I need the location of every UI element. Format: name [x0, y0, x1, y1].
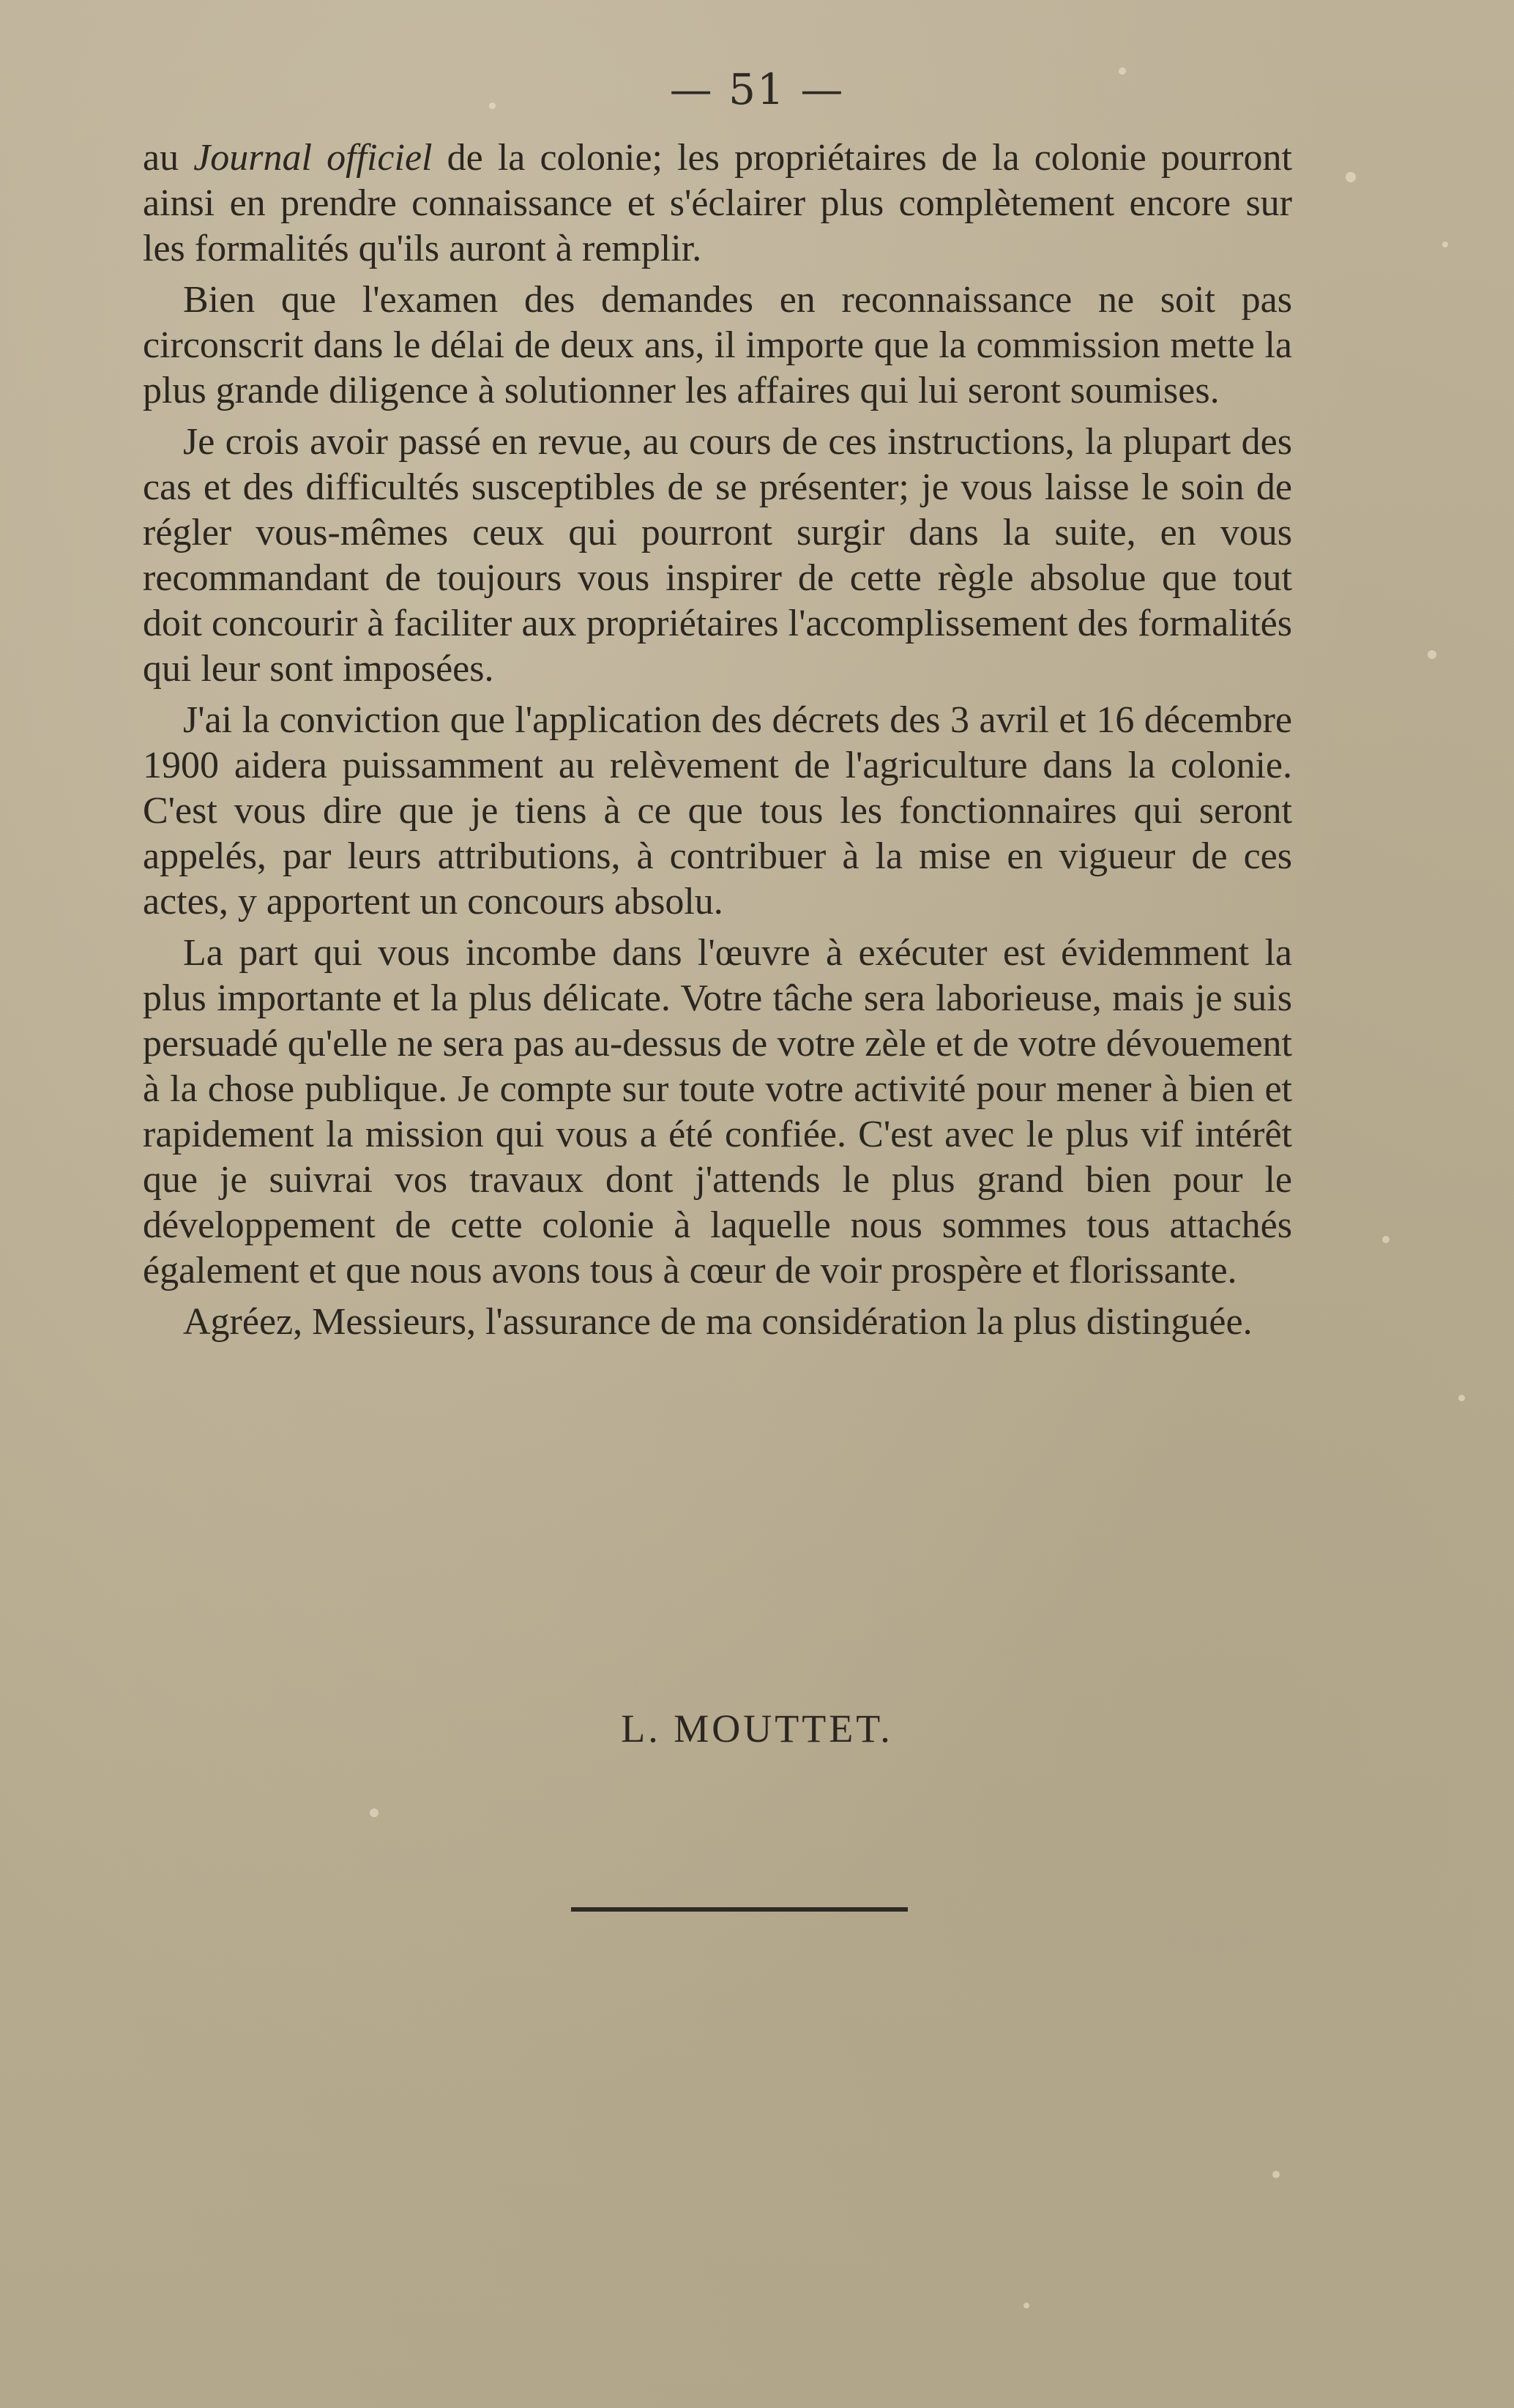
paper-speck [1442, 242, 1448, 247]
paragraph-2: Bien que l'examen des demandes en reconnaissance ne soit pas circonscrit dans le délai de deux ans, il importe que la commission mette la plus grande diligence à solutionner les affaires qui lui seront soumises. [143, 279, 1292, 411]
paper-speck [1023, 2303, 1029, 2308]
paragraph-5: La part qui vous incombe dans l'œuvre à exécuter est évidemment la plus importante et la plus délicate. Votre tâche sera laborieuse, mais je suis persuadé qu'elle ne sera pas au-dessus de votre zèle et de votre dévouement à la chose publique. Je compte sur toute votre activité pour mener à bien et rapidement la mission qui vous a été confiée. C'est avec le plus vif intérêt que je suivrai vos travaux dont j'attends le plus grand bien pour le développement de cette colonie à laquelle nous sommes tous attachés également et que nous avons tous à cœur de voir prospère et florissante. [143, 932, 1292, 1291]
paper-speck [1272, 2171, 1280, 2178]
signature: L. MOUTTET. [621, 1707, 893, 1751]
paper-speck [1382, 1236, 1390, 1243]
paper-speck [1458, 1395, 1465, 1401]
paper-speck [370, 1808, 378, 1817]
paragraph-1-prefix: au [143, 137, 194, 179]
paragraph-1-rest: de la colonie; les propriétaires de la colonie pourront ainsi en prendre connaissance et s'éclairer plus complètement encore sur les formalités qu'ils auront à remplir. [143, 137, 1292, 269]
body-text [143, 135, 1292, 1345]
closing-rule [571, 1907, 908, 1912]
journal-officiel-italic: Journal officiel [193, 137, 433, 179]
paper-speck [1346, 172, 1356, 182]
paragraph-6-closing: Agréez, Messieurs, l'assurance de ma considération la plus distinguée. [183, 1301, 1253, 1343]
page-number: — 51 — [669, 64, 845, 114]
paragraph-3: Je crois avoir passé en revue, au cours de ces instructions, la plupart des cas et des difficultés susceptibles de se présenter; je vous laisse le soin de régler vous-mêmes ceux qui pourront surgir dans la suite, en vous recommandant de toujours vous inspirer de cette règle absolue que tout doit concourir à faciliter aux propriétaires l'accomplissement des formalités qui leur sont imposées. [143, 421, 1292, 690]
paragraph-4: J'ai la conviction que l'application des décrets des 3 avril et 16 décembre 1900 aidera puissamment au relèvement de l'agriculture dans la colonie. C'est vous dire que je tiens à ce que tous les fonctionnaires qui seront appelés, par leurs attributions, à contribuer à la mise en vigueur de ces actes, y apportent un concours absolu. [143, 699, 1292, 922]
paragraph-1 [143, 135, 1292, 272]
paper-speck [1428, 650, 1436, 659]
